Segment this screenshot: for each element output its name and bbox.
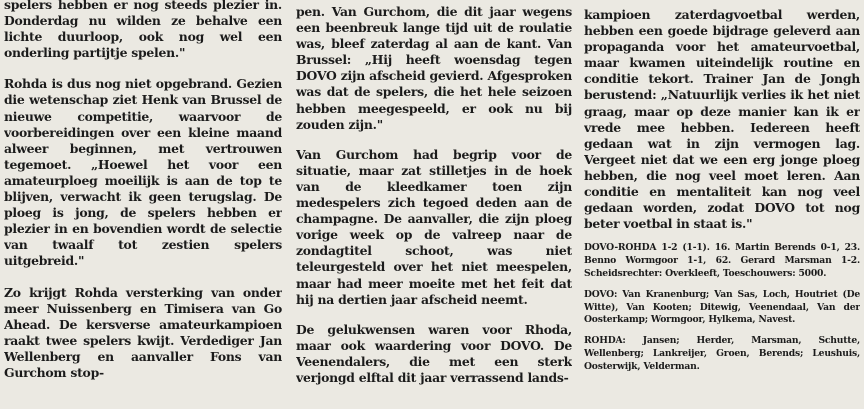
- paragraph: spelers hebben er nog steeds plezier in. Donderdag nu wilden ze behalve een lichte duurloop, ook nog wel een onderling partijtje spelen.": [4, 0, 282, 61]
- match-details: 16. Martin Berends 0-1, 23. Benno Wormgoor 1-1, 62. Gerard Marsman 1-2. Scheidsrechter: Overkleeft, Toeschouwers: 5000.: [584, 242, 860, 279]
- paragraph: De gelukwensen waren voor Rhoda, maar ook waardering voor DOVO. De Veenendalers, die met een sterk verjongd elftal dit jaar verrassend lands-: [296, 321, 572, 385]
- paragraph: Van Gurchom had begrip voor de situatie, maar zat stilletjes in de hoek van de kleedkamer toen zijn medespelers zich tegoed deden aan de champagne. De aanvaller, die zijn ploeg vorige week op de valreep naar de zondagtitel schoot, was niet teleurgesteld over het niet meespelen, maar had meer moeite met het feit dat hij na dertien jaar afscheid neemt.: [296, 146, 572, 307]
- lineup-rohda: [584, 335, 860, 373]
- team-players-dovo: Van Kranenburg; Van Sas, Loch, Houtriet (De Witte), Van Kooten; Ditewig, Veenendaal, Van der Oosterkamp; Wormgoor, Hylkema, Navest.: [584, 288, 860, 326]
- paragraph: kampioen zaterdagvoetbal werden, hebben een goede bijdrage geleverd aan propaganda voor het amateurvoetbal, maar kwamen uiteindelijk routine en conditie tekort. Trainer Jan de Jongh berustend: „Natuurlijk verlies ik het niet graag, maar op deze manier kan ik er vrede mee hebben. Iedereen heeft gedaan wat in zijn vermogen lag. Vergeet niet dat we een erg jonge ploeg hebben, die nog veel moet leren. Aan conditie en mentaliteit kan nog veel gedaan worden, zodat DOVO tot nog beter voetbal in staat is.": [584, 7, 860, 232]
- paragraph: Zo krijgt Rohda versterking van onder meer Nuissenberg en Timisera van Go Ahead. De kersverse amateurkampioen raakt twee spelers kwijt. Verdediger Jan Wellenberg en aanvaller Fons van Gurchom stop-: [4, 284, 282, 380]
- lineup-dovo: [584, 289, 860, 327]
- team-label-dovo: DOVO:: [584, 288, 618, 300]
- match-label: DOVO-ROHDA 1-2 (1-1).: [584, 242, 710, 254]
- paragraph: Rohda is dus nog niet opgebrand. Gezien die wetenschap ziet Henk van Brussel de nieuwe competitie, waarvoor de voorbereidingen over een kleine maand alweer beginnen, met vertrouwen tegemoet. „Hoewel het voor een amateurploeg moeilijk is aan de top te blijven, verwacht ik geen terugslag. De ploeg is jong, de spelers hebben er plezier in en bovendien wordt de selectie van twaalf tot zestien spelers uitgebreid.": [4, 76, 282, 269]
- article-column-3: [584, 0, 860, 409]
- match-score-line: [584, 242, 860, 280]
- paragraph: pen. Van Gurchom, die dit jaar wegens een beenbreuk lange tijd uit de roulatie was, bleef zaterdag al aan de kant. Van Brussel: „Hij heeft woensdag tegen DOVO zijn afscheid gevierd. Afgesproken was dat de spelers, die het hele seizoen hebben meegespeeld, er ook nu bij zouden zijn.": [296, 4, 572, 132]
- article-column-1: [4, 0, 282, 409]
- article-column-2: [296, 0, 572, 409]
- team-players-rohda: Jansen; Herder, Marsman, Schutte, Wellenberg; Lankreijer, Groen, Berends; Leushuis, Oosterwijk, Velderman.: [584, 335, 860, 372]
- team-label-rohda: ROHDA:: [584, 335, 626, 347]
